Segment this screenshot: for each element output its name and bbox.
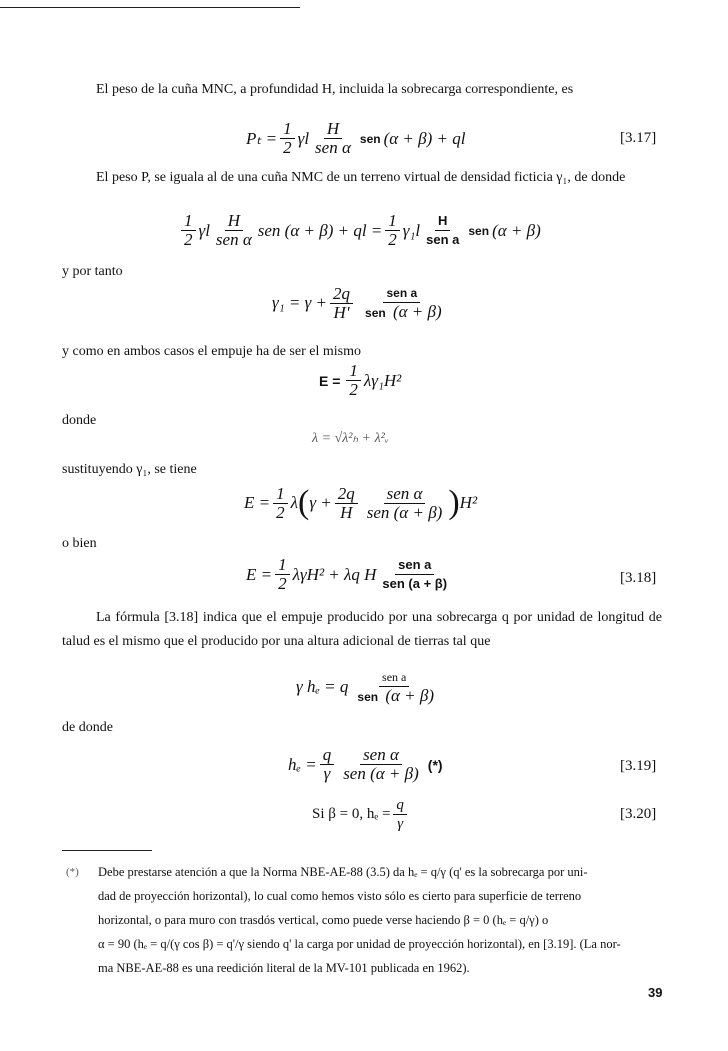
eq319-frac1: $\frac{q}{\gamma}$ xyxy=(320,746,335,783)
footnote-line-5: ma NBE-AE-88 es una reedición literal de la MV-101 publicada en 1962). xyxy=(98,961,470,975)
eq317-frac1: $\frac{1}{2}$ xyxy=(280,120,295,157)
eqb-frac2: $\frac{H}{\text{sen α}}$ xyxy=(215,211,252,249)
eq318-lhs: E = xyxy=(246,564,273,584)
top-rule xyxy=(0,7,300,8)
footnote-rule xyxy=(62,850,152,851)
eq-number-3-20: [3.20] xyxy=(620,806,657,822)
eqc-frac2: $\frac{\text{sen a}}{\text{sen (α + β)}}$ xyxy=(365,286,442,321)
eqb-frac3: $\frac{1}{2}$ xyxy=(385,212,400,249)
paragraph-3: y por tanto xyxy=(62,264,123,279)
eqd-frac: $\frac{1}{2}$ xyxy=(346,362,361,399)
eq318-frac1: $\frac{1}{2}$ xyxy=(275,556,290,593)
eqd-rhs: λγ₁H² xyxy=(363,370,402,390)
eqb-sen: sen xyxy=(468,223,490,238)
footnote-mark: (*) xyxy=(66,866,79,878)
equation-d xyxy=(316,362,401,399)
equation-3-17 xyxy=(246,120,465,157)
eq317-sen: sen xyxy=(359,131,381,146)
eq317-lhs: Pₜ = xyxy=(246,128,278,148)
eq317-frac2: $\frac{H}{\text{sen α}}$ xyxy=(315,119,351,157)
eqb-end: (α + β) xyxy=(492,220,541,240)
eqb-gl: γl xyxy=(198,220,210,240)
eqf-frac3: $\frac{\text{sen α}}{\text{sen (α + β)}}$ xyxy=(366,483,443,522)
page-number: 39 xyxy=(648,985,663,1000)
paragraph-8: La fórmula [3.18] indica que el empuje producido por una sobrecarga q por unidad de longitud de talud es el mismo que el producido por una altura adicional de tierras tal que xyxy=(62,610,662,649)
eqf-frac2: $\frac{2q}{H}$ xyxy=(335,485,358,522)
eq320-pre: Si β = 0, hₑ = xyxy=(312,806,391,822)
eqc-frac1: $\frac{2q}{H'}$ xyxy=(330,285,353,322)
paragraph-6: sustituyendo γ₁, se tiene xyxy=(62,462,197,477)
eqf-frac1: $\frac{1}{2}$ xyxy=(273,485,288,522)
eqf-lambda: λ xyxy=(290,493,298,512)
equation-3-20 xyxy=(312,796,410,833)
equation-3-18 xyxy=(246,556,453,593)
eq-number-3-17: [3.17] xyxy=(620,130,657,146)
equation-b xyxy=(178,212,541,249)
paragraph-4: y como en ambos casos el empuje ha de ser el mismo xyxy=(62,344,361,359)
eqb-frac1: $\frac{1}{2}$ xyxy=(181,212,196,249)
footnote-line-2: dad de proyección horizontal), lo cual como hemos visto sólo es cierto para superficie de terreno xyxy=(98,889,582,903)
equation-3-19 xyxy=(288,746,446,783)
equation-c xyxy=(272,284,448,322)
eq318-mid: λγH² + λq H xyxy=(292,564,377,584)
eqf-gamma: γ + xyxy=(309,493,332,512)
eq319-frac2: $\frac{\text{sen α}}{\text{sen (α + β)}}$ xyxy=(343,745,419,783)
eqg-frac: $\frac{\text{sen a}}{\text{sen (α + β)}}$ xyxy=(357,670,435,705)
eq-number-3-19: [3.19] xyxy=(620,758,657,774)
footnote-line-3: horizontal, o para muro con trasdós vertical, como puede verse haciendo β = 0 (hₑ = q/γ) o xyxy=(98,913,549,927)
eqf-close-paren: ) xyxy=(448,484,460,521)
eqb-mid: sen (α + β) + ql = xyxy=(257,220,383,240)
paragraph-9: de donde xyxy=(62,720,113,735)
eq317-rest: (α + β) + ql xyxy=(383,128,466,148)
eqb-rhs-gl: γ₁l xyxy=(402,220,421,240)
eq318-frac2: $\frac{\text{sen a}}{\text{sen (a + β)}}$ xyxy=(382,557,448,591)
eq319-lhs: hₑ = xyxy=(288,754,317,774)
eqf-lhs: E = xyxy=(244,493,271,512)
footnote-line-1: Debe prestarse atención a que la Norma NBE-AE-88 (3.5) da hₑ = q/γ (q' es la sobrecarga por uni- xyxy=(98,865,588,879)
eqc-lhs: γ₁ = γ + xyxy=(272,293,328,312)
footnote-line-4: α = 90 (hₑ = q/(γ cos β) = q'/γ siendo q' la carga por unidad de proyección horizontal), en [3.19]. (La nor- xyxy=(98,937,621,951)
equation-e: λ = √λ²ₕ + λ²ᵥ xyxy=(312,431,389,446)
paragraph-5: donde xyxy=(62,413,97,428)
paragraph-7: o bien xyxy=(62,536,97,551)
eqf-open-paren: ( xyxy=(297,484,310,521)
eq320-frac: $\frac{q}{\gamma}$ xyxy=(393,796,407,833)
eqg-lhs: γ hₑ = q xyxy=(296,677,349,696)
eq317-mid: γl xyxy=(297,128,310,148)
equation-g xyxy=(296,668,440,706)
equation-f xyxy=(244,484,477,522)
eq319-star: (*) xyxy=(427,756,443,773)
paragraph-1: El peso de la cuña MNC, a profundidad H, incluida la sobrecarga correspondiente, es xyxy=(96,82,574,97)
paragraph-2: El peso P, se iguala al de una cuña NMC de un terreno virtual de densidad ficticia γ₁, de donde xyxy=(96,170,626,185)
eqf-end: H² xyxy=(459,493,478,512)
eqb-frac4: $\frac{H}{\text{sen a}}$ xyxy=(426,213,460,247)
eqd-lhs: E = xyxy=(319,372,341,389)
eq-number-3-18: [3.18] xyxy=(620,570,657,586)
